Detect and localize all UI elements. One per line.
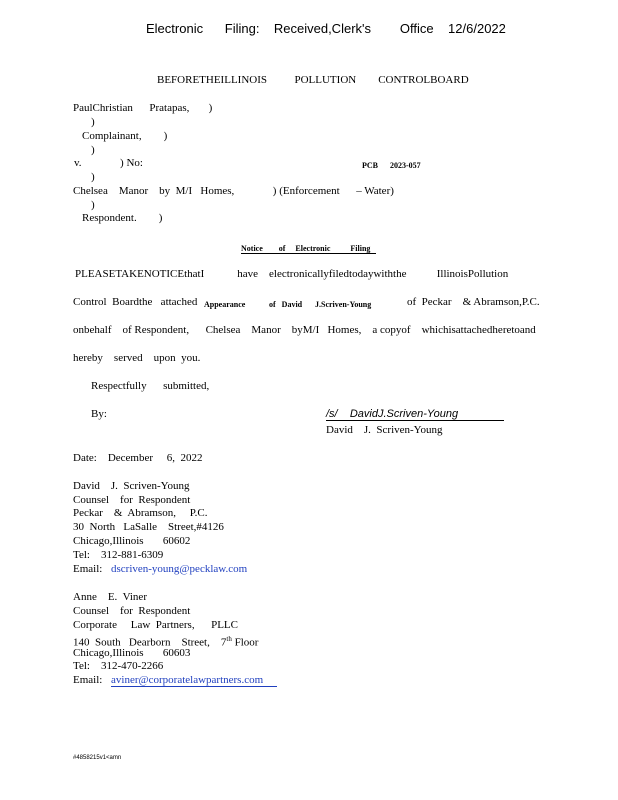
counsel-firm: Peckar & Abramson, P.C. — [73, 507, 208, 519]
caption-line: Chelsea Manor by M/I Homes, ) (Enforcement – Water) — [73, 185, 394, 197]
email-link[interactable]: aviner@corporatelawpartners.com — [111, 674, 264, 686]
body-line: PLEASETAKENOTICEthatI have electronicallyfiledtodaywiththe IllinoisPollution — [75, 268, 509, 280]
signature: /s/ DavidJ.Scriven-Young — [326, 408, 459, 420]
counsel-city: Chicago,Illinois 60602 — [73, 535, 191, 547]
email-underline — [111, 686, 277, 687]
case-number: PCB 2023-057 — [362, 161, 421, 170]
closing-text: Respectfully submitted, — [91, 380, 210, 392]
counsel-role: Counsel for Respondent — [73, 605, 191, 617]
by-label: By: — [91, 408, 107, 420]
caption-line: PaulChristian Pratapas, ) — [73, 102, 213, 114]
body-text: Control Boardthe attached — [73, 296, 198, 308]
caption-line: Complainant, ) — [82, 130, 168, 142]
counsel-name: Anne E. Viner — [73, 591, 147, 603]
signer-name: David J. Scriven-Young — [326, 424, 443, 436]
body-line: hereby served upon you. — [73, 352, 201, 364]
caption-line: v. ) No: — [74, 157, 143, 169]
caption-line: ) — [91, 144, 95, 156]
board-title: BEFORETHEILLINOIS POLLUTION CONTROLBOARD — [157, 74, 469, 86]
body-text-bold: J.Scriven-Young — [315, 300, 372, 309]
caption-line: ) — [91, 116, 95, 128]
caption-line: Respondent. ) — [82, 212, 163, 224]
caption-line: ) — [91, 199, 95, 211]
document-id: #4858215v1<amn — [73, 755, 122, 761]
address-text: 140 South Dearborn Street, 7 — [73, 636, 227, 649]
notice-title: Notice of Electronic Filing — [241, 244, 371, 253]
counsel-address: 30 North LaSalle Street,#4126 — [73, 521, 224, 533]
email-label: Email: — [73, 563, 103, 575]
signature-line — [326, 420, 504, 421]
counsel-tel: Tel: 312-881-6309 — [73, 549, 164, 561]
body-text-bold: Appearance — [204, 300, 246, 309]
body-text-bold: of David — [269, 300, 303, 309]
email-link[interactable]: dscriven-young@pecklaw.com — [111, 563, 248, 575]
body-line: onbehalf of Respondent, Chelsea Manor byM/I Homes, a copyof whichisattachedheretoand — [73, 324, 536, 336]
body-text: of Peckar & Abramson,P.C. — [407, 296, 540, 308]
counsel-tel: Tel: 312-470-2266 — [73, 660, 164, 672]
counsel-firm: Corporate Law Partners, PLLC — [73, 619, 238, 631]
address-text: Floor — [231, 636, 259, 649]
email-label: Email: — [73, 674, 103, 686]
counsel-role: Counsel for Respondent — [73, 494, 191, 506]
counsel-city: Chicago,Illinois 60603 — [73, 647, 191, 659]
counsel-name: David J. Scriven-Young — [73, 480, 190, 492]
notice-title-underline — [241, 253, 376, 254]
filing-stamp: Electronic Filing: Received,Clerk's Office 12/6/2022 — [146, 21, 506, 36]
address-superscript: th — [226, 635, 232, 643]
caption-line: ) — [91, 171, 95, 183]
date-line: Date: December 6, 2022 — [73, 452, 203, 464]
